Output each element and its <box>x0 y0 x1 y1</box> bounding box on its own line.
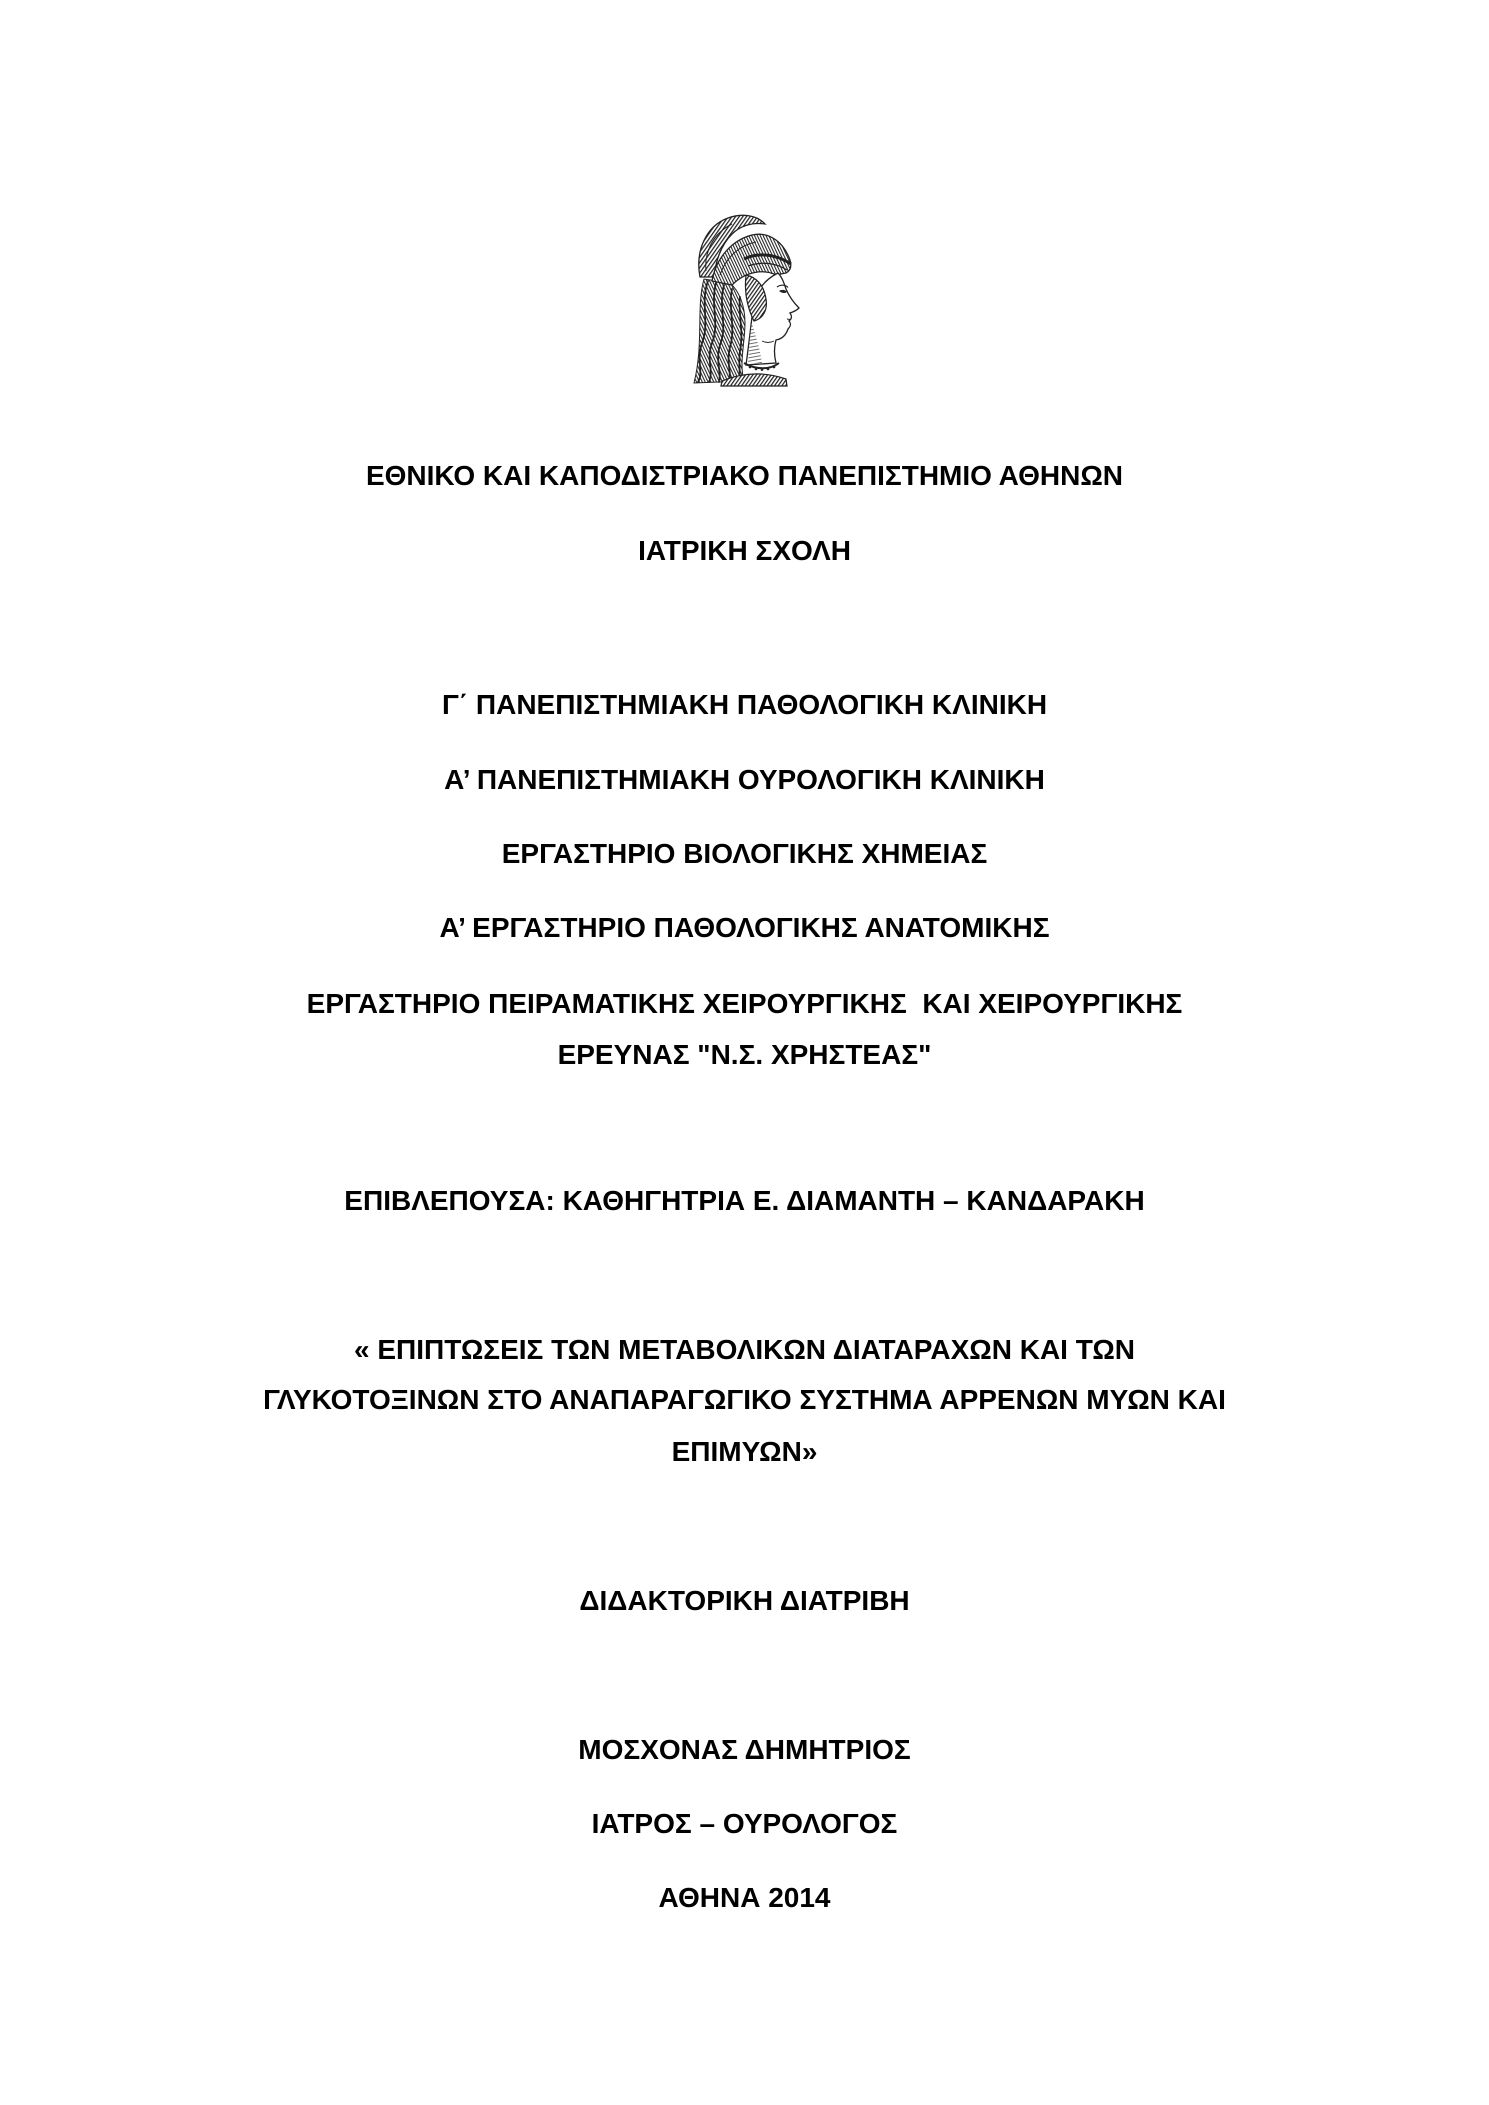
department-line: Α’ ΕΡΓΑΣΤΗΡΙΟ ΠΑΘΟΛΟΓΙΚΗΣ ΑΝΑΤΟΜΙΚΗΣ <box>439 912 1050 943</box>
department-line: Α’ ΠΑΝΕΠΙΣΤΗΜΙΑΚΗ ΟΥΡΟΛΟΓΙΚΗ ΚΛΙΝΙΚΗ <box>444 764 1045 795</box>
thesis-title-line: « ΕΠΙΠΤΩΣΕΙΣ ΤΩΝ ΜΕΤΑΒΟΛΙΚΩΝ ΔΙΑΤΑΡΑΧΩΝ ΚΑΙ ΤΩΝ <box>353 1334 1136 1365</box>
athena-head-emblem <box>686 213 806 388</box>
supervisor-line: ΕΠΙΒΛΕΠΟΥΣΑ: ΚΑΘΗΓΗΤΡΙΑ Ε. ΔΙΑΜΑΝΤΗ – ΚΑΝΔΑΡΑΚΗ <box>344 1185 1145 1216</box>
thesis-title-line: ΓΛΥΚΟΤΟΞΙΝΩΝ ΣΤΟ ΑΝΑΠΑΡΑΓΩΓΙΚΟ ΣΥΣΤΗΜΑ ΑΡΡΕΝΩΝ ΜΥΩΝ ΚΑΙ <box>263 1384 1226 1415</box>
department-line-continued: ΕΡΕΥΝΑΣ "Ν.Σ. ΧΡΗΣΤΕΑΣ" <box>557 1039 932 1070</box>
document-type: ΔΙΔΑΚΤΟΡΙΚΗ ΔΙΑΤΡΙΒΗ <box>579 1585 910 1616</box>
author-profession: ΙΑΤΡΟΣ – ΟΥΡΟΛΟΓΟΣ <box>591 1808 898 1839</box>
author-name: ΜΟΣΧΟΝΑΣ ΔΗΜΗΤΡΙΟΣ <box>578 1734 911 1765</box>
department-line: ΕΡΓΑΣΤΗΡΙΟ ΒΙΟΛΟΓΙΚΗΣ ΧΗΜΕΙΑΣ <box>501 838 988 869</box>
thesis-title-line: ΕΠΙΜΥΩΝ» <box>671 1436 818 1467</box>
department-line: Γ΄ ΠΑΝΕΠΙΣΤΗΜΙΑΚΗ ΠΑΘΟΛΟΓΙΚΗ ΚΛΙΝΙΚΗ <box>441 689 1048 720</box>
department-line: ΕΡΓΑΣΤΗΡΙΟ ΠΕΙΡΑΜΑΤΙΚΗΣ ΧΕΙΡΟΥΡΓΙΚΗΣ ΚΑΙ ΧΕΙΡΟΥΡΓΙΚΗΣ <box>306 988 1183 1019</box>
school-name: ΙΑΤΡΙΚΗ ΣΧΟΛΗ <box>638 535 851 566</box>
university-name: ΕΘΝΙΚΟ ΚΑΙ ΚΑΠΟΔΙΣΤΡΙΑΚΟ ΠΑΝΕΠΙΣΤΗΜΙΟ ΑΘΗΝΩΝ <box>365 460 1124 491</box>
place-and-year: ΑΘΗΝΑ 2014 <box>658 1882 831 1913</box>
